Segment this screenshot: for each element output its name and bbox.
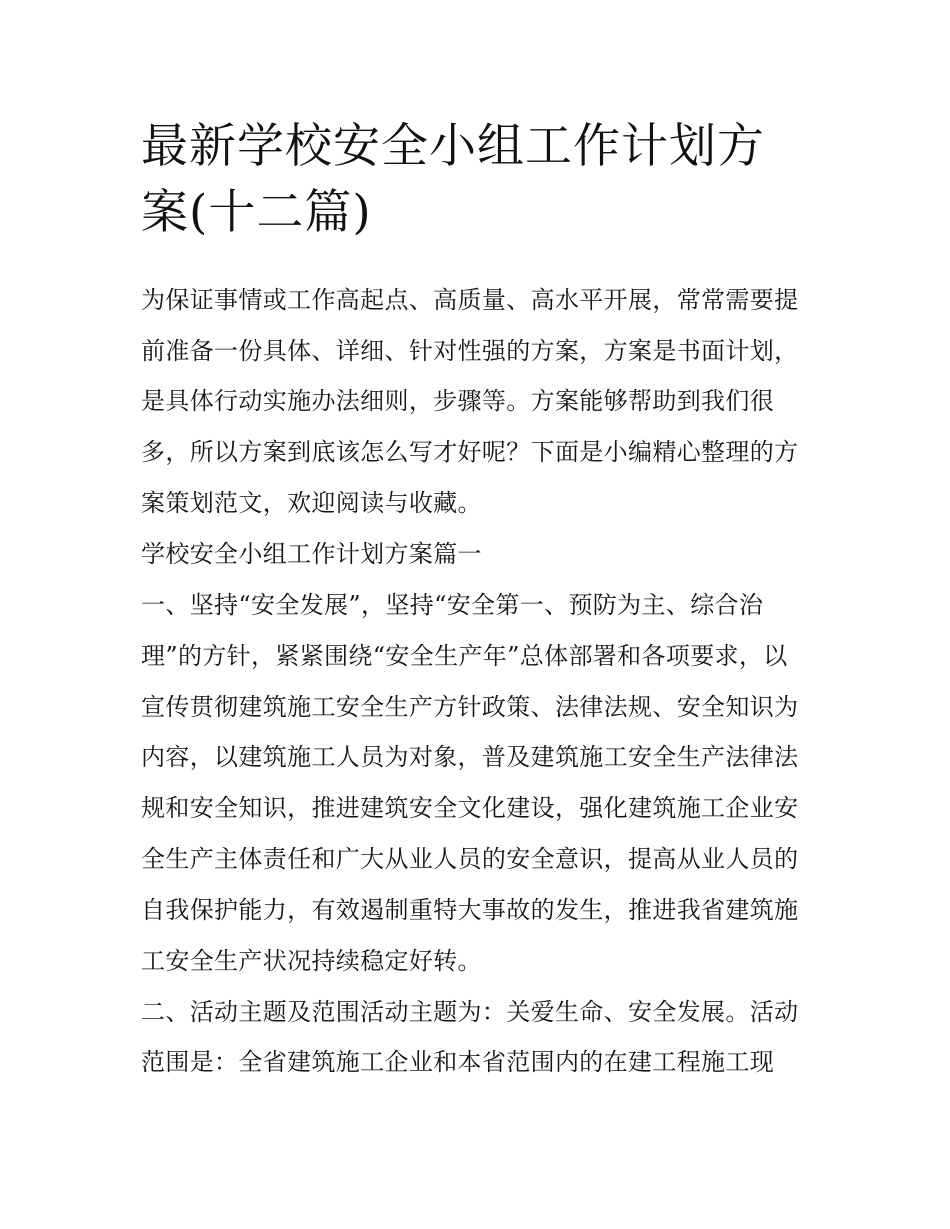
intro-line-3: 是具体行动实施办法细则，步骤等。方案能够帮助到我们很 [141, 387, 775, 415]
title-line-1: 最新学校安全小组工作计划方 [141, 119, 765, 174]
body-line-10: 范围是：全省建筑施工企业和本省范围内的在建工程施工现 [141, 1048, 775, 1076]
intro-line-5: 案策划范文，欢迎阅读与收藏。 [141, 489, 482, 517]
body-line-6: 全生产主体责任和广大从业人员的安全意识，提高从业人员的 [141, 845, 799, 873]
body-line-9: 二、活动主题及范围活动主题为：关爱生命、安全发展。活动 [141, 998, 799, 1026]
body-line-3: 宣传贯彻建筑施工安全生产方针政策、法律法规、安全知识为 [141, 693, 799, 721]
title-line-2: 案(十二篇) [141, 185, 372, 240]
section-heading: 学校安全小组工作计划方案篇一 [141, 540, 482, 568]
body-line-2: 理”的方针，紧紧围绕“安全生产年”总体部署和各项要求，以 [141, 642, 788, 670]
intro-line-1: 为保证事情或工作高起点、高质量、高水平开展，常常需要提 [141, 286, 799, 314]
body-line-5: 规和安全知识，推进建筑安全文化建设，强化建筑施工企业安 [141, 794, 799, 822]
body-line-7: 自我保护能力，有效遏制重特大事故的发生，推进我省建筑施 [141, 896, 799, 924]
body-line-4: 内容，以建筑施工人员为对象，普及建筑施工安全生产法律法 [141, 743, 799, 771]
body-line-1: 一、坚持“安全发展”，坚持“安全第一、预防为主、综合治 [141, 591, 764, 619]
intro-line-4: 多，所以方案到底该怎么写才好呢？下面是小编精心整理的方 [141, 438, 799, 466]
intro-line-2: 前准备一份具体、详细、针对性强的方案，方案是书面计划， [141, 337, 799, 365]
body-line-8: 工安全生产状况持续稳定好转。 [141, 947, 482, 975]
document-title [141, 114, 821, 246]
